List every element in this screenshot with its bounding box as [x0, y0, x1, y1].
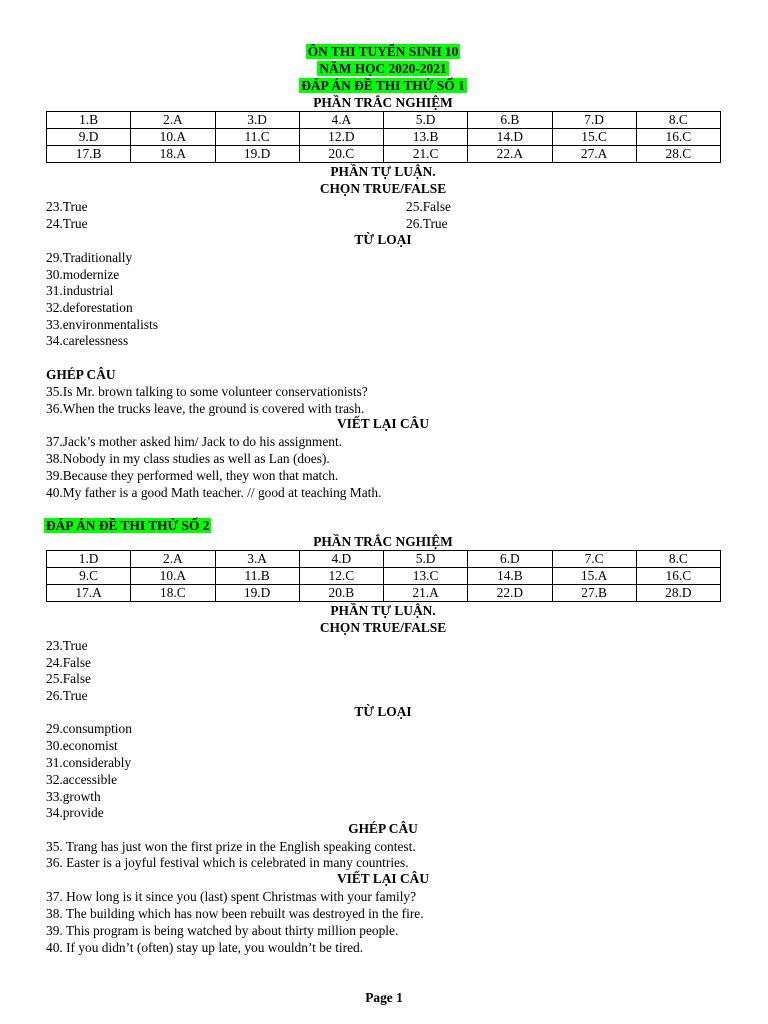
exam1-combine-title: GHÉP CÂU [46, 367, 116, 382]
exam2-combine-item: 36. Easter is a joyful festival which is celebrated in many countries. [46, 855, 409, 870]
exam1-wf-item: 32.deforestation [46, 300, 133, 315]
doc-title-line3: ĐÁP ÁN ĐỀ THI THỬ SỐ 1 [301, 78, 465, 93]
answer-cell: 28.C [636, 146, 720, 163]
exam2-wf-item: 32.accessible [46, 772, 118, 787]
exam2-mc-title: PHẦN TRẮC NGHIỆM [313, 534, 453, 549]
exam2-tf-item: 24.False [46, 655, 92, 670]
exam2-heading: ĐÁP ÁN ĐỀ THI THỬ SỐ 2 [46, 518, 210, 533]
exam2-wf-item: 34.provide [46, 805, 104, 820]
answer-cell: 5.D [384, 112, 468, 129]
answer-cell: 2.A [131, 112, 215, 129]
answer-cell: 3.D [215, 112, 299, 129]
answer-cell: 18.A [131, 146, 215, 163]
answer-cell: 10.A [131, 568, 215, 585]
exam1-tf-item: 26.True [406, 216, 448, 231]
exam2-tf-item: 25.False [46, 671, 92, 686]
exam1-tf-item: 23.True [46, 199, 88, 214]
answer-cell: 1.B [47, 112, 131, 129]
exam2-essay-title: PHẦN TỰ LUẬN. [330, 603, 436, 618]
answer-cell: 11.B [215, 568, 299, 585]
table-row [47, 568, 721, 585]
answer-cell: 9.D [47, 129, 131, 146]
exam1-rewrite-item: 37.Jack’s mother asked him/ Jack to do his assignment. [46, 434, 343, 449]
doc-title-line2: NĂM HỌC 2020-2021 [319, 61, 447, 76]
answer-cell: 3.A [215, 551, 299, 568]
answer-cell: 21.A [384, 585, 468, 602]
exam2-tf-item: 23.True [46, 638, 88, 653]
exam1-tf-title: CHỌN TRUE/FALSE [319, 181, 447, 196]
exam1-mc-title: PHẦN TRẮC NGHIỆM [313, 95, 453, 110]
exam2-rewrite-title: VIẾT LẠI CÂU [336, 871, 430, 886]
answer-cell: 4.A [299, 112, 383, 129]
answer-cell: 1.D [47, 551, 131, 568]
exam1-wf-title: TỪ LOẠI [354, 232, 412, 247]
answer-cell: 22.A [468, 146, 552, 163]
exam1-essay-title: PHẦN TỰ LUẬN. [330, 164, 436, 179]
answer-cell: 16.C [636, 568, 720, 585]
answer-cell: 6.D [468, 551, 552, 568]
answer-cell: 11.C [215, 129, 299, 146]
answer-cell: 10.A [131, 129, 215, 146]
answer-cell: 7.D [552, 112, 636, 129]
answer-cell: 16.C [636, 129, 720, 146]
answer-cell: 13.C [384, 568, 468, 585]
answer-cell: 20.C [299, 146, 383, 163]
answer-cell: 19.D [215, 585, 299, 602]
answer-cell: 22.D [468, 585, 552, 602]
exam2-combine-title: GHÉP CÂU [348, 821, 418, 836]
answer-cell: 5.D [384, 551, 468, 568]
exam1-rewrite-item: 38.Nobody in my class studies as well as Lan (does). [46, 451, 330, 466]
answer-cell: 28.D [636, 585, 720, 602]
exam2-rewrite-item: 37. How long is it since you (last) spent Christmas with your family? [46, 889, 417, 904]
exam2-answer-table [46, 550, 721, 602]
answer-cell: 9.C [47, 568, 131, 585]
answer-cell: 18.C [131, 585, 215, 602]
page-number: Page 1 [365, 990, 403, 1005]
answer-cell: 6.B [468, 112, 552, 129]
answer-cell: 17.A [47, 585, 131, 602]
exam2-wf-item: 30.economist [46, 738, 118, 753]
exam1-tf-item: 25.False [406, 199, 452, 214]
answer-cell: 14.D [468, 129, 552, 146]
exam1-rewrite-item: 39.Because they performed well, they won that match. [46, 468, 339, 483]
answer-cell: 12.D [299, 129, 383, 146]
answer-cell: 12.C [299, 568, 383, 585]
exam1-rewrite-item: 40.My father is a good Math teacher. // good at teaching Math. [46, 485, 382, 500]
answer-cell: 27.A [552, 146, 636, 163]
answer-cell: 2.A [131, 551, 215, 568]
exam1-wf-item: 29.Traditionally [46, 250, 133, 265]
exam1-wf-item: 33.environmentalists [46, 317, 158, 332]
table-row [47, 112, 721, 129]
exam1-combine-item: 36.When the trucks leave, the ground is covered with trash. [46, 401, 365, 416]
exam2-combine-item: 35. Trang has just won the first prize in the English speaking contest. [46, 839, 416, 854]
exam1-answer-table [46, 111, 721, 163]
exam1-wf-item: 30.modernize [46, 267, 120, 282]
table-row [47, 551, 721, 568]
doc-title-line1: ÔN THI TUYỂN SINH 10 [307, 44, 459, 59]
exam2-tf-title: CHỌN TRUE/FALSE [319, 620, 447, 635]
exam1-wf-item: 31.industrial [46, 283, 114, 298]
answer-cell: 8.C [636, 551, 720, 568]
table-row [47, 129, 721, 146]
exam1-tf-item: 24.True [46, 216, 88, 231]
exam2-tf-item: 26.True [46, 688, 88, 703]
exam2-rewrite-item: 38. The building which has now been rebuilt was destroyed in the fire. [46, 906, 424, 921]
exam2-wf-item: 31.considerably [46, 755, 132, 770]
exam1-rewrite-title: VIẾT LẠI CÂU [336, 416, 430, 431]
answer-cell: 14.B [468, 568, 552, 585]
answer-cell: 17.B [47, 146, 131, 163]
table-row [47, 585, 721, 602]
answer-cell: 27.B [552, 585, 636, 602]
exam2-rewrite-item: 40. If you didn’t (often) stay up late, you wouldn’t be tired. [46, 940, 364, 955]
exam2-wf-item: 29.consumption [46, 721, 132, 736]
table-row [47, 146, 721, 163]
exam2-wf-title: TỪ LOẠI [354, 704, 412, 719]
answer-cell: 13.B [384, 129, 468, 146]
answer-cell: 15.C [552, 129, 636, 146]
answer-cell: 7.C [552, 551, 636, 568]
exam1-combine-item: 35.Is Mr. brown talking to some volunteer conservationists? [46, 384, 368, 399]
answer-cell: 21.C [384, 146, 468, 163]
exam2-rewrite-item: 39. This program is being watched by about thirty million people. [46, 923, 399, 938]
answer-cell: 8.C [636, 112, 720, 129]
answer-cell: 20.B [299, 585, 383, 602]
answer-cell: 15.A [552, 568, 636, 585]
exam2-wf-item: 33.growth [46, 789, 101, 804]
answer-cell: 4.D [299, 551, 383, 568]
answer-cell: 19.D [215, 146, 299, 163]
exam1-wf-item: 34.carelessness [46, 333, 129, 348]
